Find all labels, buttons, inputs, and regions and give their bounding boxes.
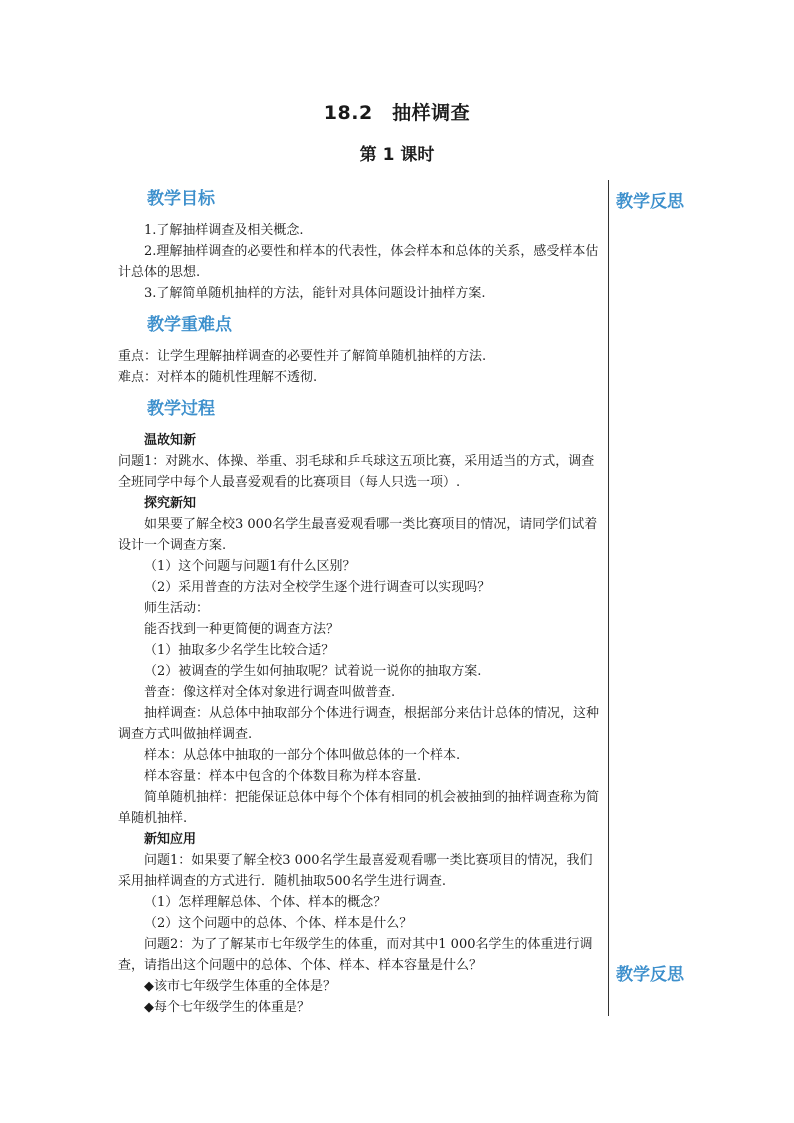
paragraph: 师生活动：	[144, 601, 210, 616]
paragraph: 问题1：如果要了解全校3 000名学生最喜爱观看哪一类比赛项目的情况，我们采用抽样调查的方式进行．随机抽取500名学生进行调查.	[118, 853, 593, 889]
section-heading-key-points: 教学重难点	[147, 315, 232, 335]
difficulty-point: 难点：对样本的随机性理解不透彻.	[118, 370, 318, 385]
objective-item: 2.理解抽样调查的必要性和样本的代表性，体会样本和总体的关系，感受样本估计总体的思想.	[118, 244, 599, 280]
bullet-item: ◆该市七年级学生体重的全体是？	[144, 979, 336, 994]
definition-sample-size: 样本容量：样本中包含的个体数目称为样本容量.	[144, 769, 422, 784]
paragraph: （1）抽取多少名学生比较合适？	[144, 643, 335, 658]
paragraph: 问题2：为了了解某市七年级学生的体重，而对其中1 000名学生的体重进行调查，请指出这个问题中的总体、个体、样本、样本容量是什么？	[118, 937, 593, 973]
definition-sample: 样本：从总体中抽取的一部分个体叫做总体的一个样本.	[144, 748, 461, 763]
section-heading-process: 教学过程	[147, 399, 215, 419]
subheading-explore: 探究新知	[144, 496, 197, 511]
paragraph: （2）被调查的学生如何抽取呢？试着说一说你的抽取方案.	[144, 664, 482, 679]
subheading-apply: 新知应用	[144, 832, 197, 847]
paragraph: （1）怎样理解总体、个体、样本的概念？	[144, 895, 387, 910]
paragraph: 如果要了解全校3 000名学生最喜爱观看哪一类比赛项目的情况，请同学们试着设计一个调查方案.	[118, 517, 598, 553]
paragraph: （2）这个问题中的总体、个体、样本是什么？	[144, 916, 413, 931]
reflection-heading-top: 教学反思	[616, 192, 684, 212]
objective-item: 1.了解抽样调查及相关概念.	[144, 223, 304, 238]
paragraph: （2）采用普查的方法对全校学生逐个进行调查可以实现吗？	[144, 580, 491, 595]
definition-sampling: 抽样调查：从总体中抽取部分个体进行调查，根据部分来估计总体的情况，这种调查方式叫做抽样调查.	[118, 706, 600, 742]
key-point: 重点：让学生理解抽样调查的必要性并了解简单随机抽样的方法.	[118, 349, 487, 364]
page-title: 18.2 抽样调查	[323, 102, 471, 124]
paragraph: （1）这个问题与问题1有什么区别？	[144, 559, 356, 574]
lesson-content	[118, 184, 604, 1018]
subheading-review: 温故知新	[144, 433, 197, 448]
lesson-subtitle: 第 1 课时	[359, 145, 435, 165]
definition-random-sampling: 简单随机抽样：把能保证总体中每个个体有相同的机会被抽到的抽样调查称为简单随机抽样.	[118, 790, 600, 826]
definition-census: 普查：像这样对全体对象进行调查叫做普查.	[144, 685, 396, 700]
objective-item: 3.了解简单随机抽样的方法，能针对具体问题设计抽样方案.	[144, 286, 486, 301]
section-heading-objectives: 教学目标	[147, 189, 215, 209]
bullet-item: ◆每个七年级学生的体重是？	[144, 1000, 310, 1015]
paragraph: 能否找到一种更简便的调查方法？	[144, 622, 340, 637]
column-divider	[608, 180, 609, 1016]
reflection-heading-bottom: 教学反思	[616, 965, 684, 985]
paragraph: 问题1：对跳水、体操、举重、羽毛球和乒乓球这五项比赛，采用适当的方式，调查全班同学中每个人最喜爱观看的比赛项目（每人只选一项）.	[118, 454, 595, 490]
